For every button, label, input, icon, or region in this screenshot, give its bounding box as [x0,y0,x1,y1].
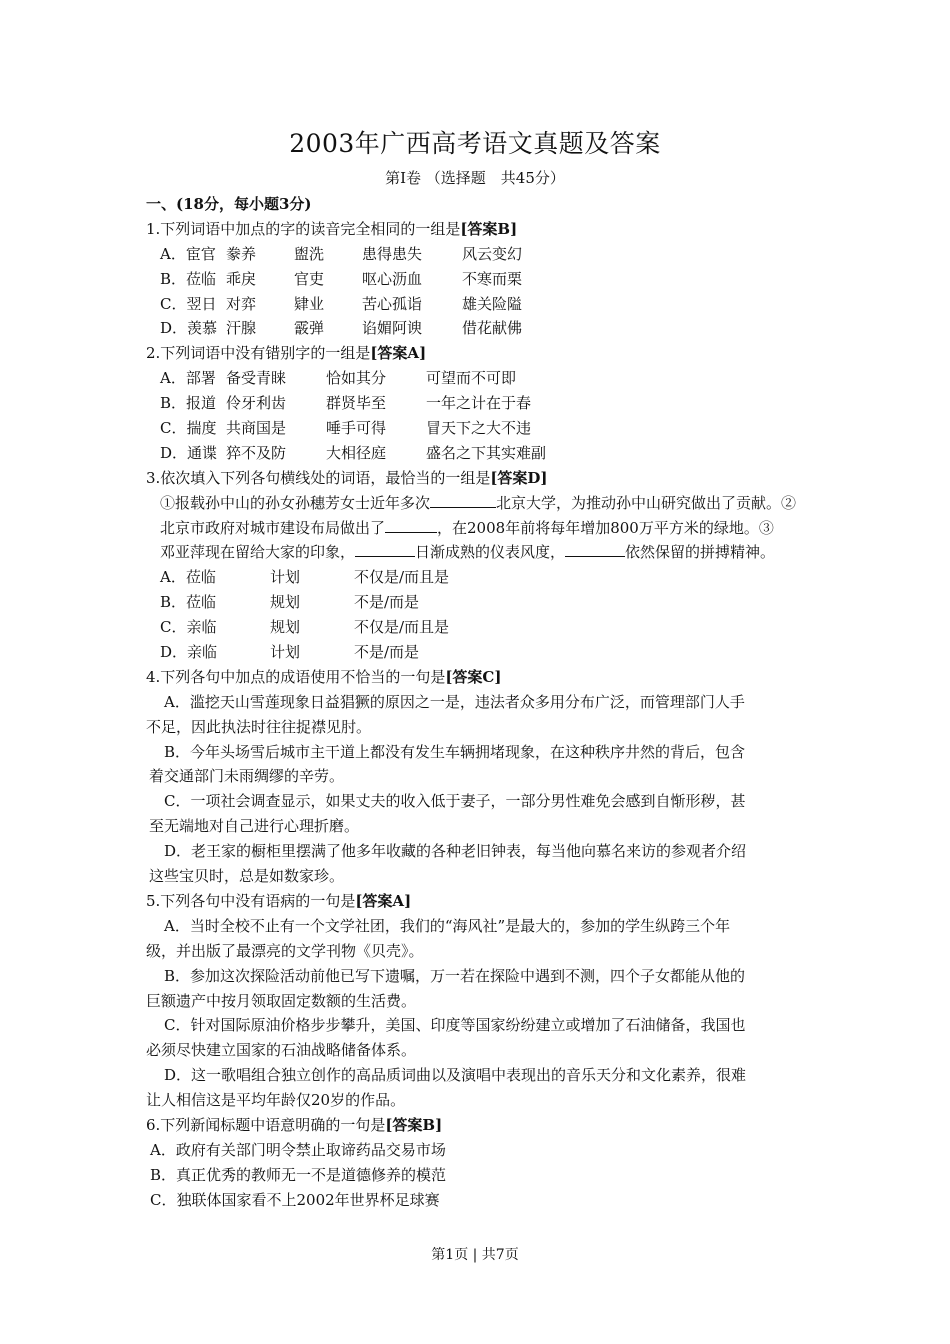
question-4-stem: 4.下列各句中加点的成语使用不恰当的一句是[答案C] [146,667,502,686]
question-6-option: B．真正优秀的教师无一不是道德修养的模范 [150,1165,447,1184]
question-5-option: D．这一歌唱组合独立创作的高品质词曲以及演唱中表现出的音乐天分和文化素养，很难 [164,1066,747,1085]
question-1-option: B．莅临 乖戾 官吏 呕心沥血 不寒而栗 [160,269,523,288]
question-5-option: 级，并出版了最漂亮的文学刊物《贝壳》。 [146,941,424,960]
question-3-passage-line: 北京市政府对城市建设布局做出了 ，在2008年前将每年增加800万平方米的绿地。③ [160,518,774,537]
question-2-option: C．揣度 共商国是 唾手可得 冒天下之大不违 [160,419,532,438]
question-4-option: C．一项社会调查显示，如果丈夫的收入低于妻子，一部分男性难免会感到自惭形秽，甚 [164,792,746,811]
answer-label: [答案A] [355,891,412,910]
section-subtitle: 第Ⅰ卷 （选择题 共45分） [385,169,565,187]
answer-label: [答案B] [460,219,518,238]
question-6-option: C．独联体国家看不上2002年世界杯足球赛 [150,1190,440,1209]
question-4-option: A．滥挖天山雪莲现象日益猖獗的原因之一是，违法者众多用分布广泛，而管理部门人手 [164,692,745,711]
page-title: 2003年广西高考语文真题及答案 [289,129,661,158]
question-2-option: A．部署 备受青睐 恰如其分 可望而不可即 [160,369,517,388]
question-4-option: 着交通部门未雨绸缪的辛劳。 [149,767,345,786]
question-5-option: A．当时全校不止有一个文学社团，我们的“海风社”是最大的，参加的学生纵跨三个年 [164,916,731,935]
question-5-option: 让人相信这是平均年龄仅20岁的作品。 [146,1091,406,1110]
question-3-passage-line: ①报载孙中山的孙女孙穗芳女士近年多次 北京大学，为推动孙中山研究做出了贡献。② [160,493,797,512]
question-4-option: D．老王家的橱柜里摆满了他多年收藏的各种老旧钟表，每当他向慕名来访的参观者介绍 [164,842,747,861]
question-4-option: 这些宝贝时，总是如数家珍。 [149,867,345,886]
fill-blank [565,542,625,557]
fill-blank [430,493,496,508]
question-1-option: C．翌日 对弈 肄业 苦心孤诣 雄关险隘 [160,294,523,313]
answer-label: [答案A] [370,344,427,363]
question-5-option: C．针对国际原油价格步步攀升，美国、印度等国家纷纷建立或增加了石油储备，我国也 [164,1016,746,1035]
question-4-option: B．今年头场雪后城市主干道上都没有发生车辆拥堵现象，在这种秩序井然的背后，包含 [164,742,746,761]
question-5-stem: 5.下列各句中没有语病的一句是[答案A] [146,891,412,910]
question-2-stem: 2.下列词语中没有错别字的一组是[答案A] [146,344,427,363]
page-footer: 第1页 | 共7页 [431,1247,519,1263]
question-4-option: 不足，因此执法时往往捉襟见肘。 [146,717,372,736]
question-2-option: D．通谍 猝不及防 大相径庭 盛名之下其实难副 [160,443,547,462]
answer-label: [答案C] [445,667,502,686]
question-6-stem: 6.下列新闻标题中语意明确的一句是[答案B] [146,1115,443,1134]
fill-blank [355,542,415,557]
answer-label: [答案B] [385,1115,443,1134]
question-5-option: 必须尽快建立国家的石油战略储备体系。 [146,1041,417,1060]
question-3-option: A．莅临 计划 不仅是/而且是 [160,568,450,587]
question-2-option: B．报道 伶牙利齿 群贤毕至 一年之计在于春 [160,394,532,413]
answer-label: [答案D] [490,468,548,487]
question-5-option: 巨额遗产中按月领取固定数额的生活费。 [146,991,417,1010]
question-3-option: B．莅临 规划 不是/而是 [160,593,420,612]
section-heading: 一、(18分，每小题3分) [146,195,312,213]
question-6-option: A．政府有关部门明令禁止取谛药品交易市场 [150,1140,446,1159]
fill-blank [385,518,437,533]
question-1-option: D．羡慕 汗腺 霰弹 谄媚阿谀 借花献佛 [160,319,523,338]
question-3-option: C．亲临 规划 不仅是/而且是 [160,618,450,637]
question-5-option: B．参加这次探险活动前他已写下遗嘱，万一若在探险中遇到不测，四个子女都能从他的 [164,966,746,985]
question-4-option: 至无端地对自己进行心理折磨。 [149,817,360,836]
question-1-stem: 1.下列词语中加点的字的读音完全相同的一组是[答案B] [146,219,518,238]
question-3-passage-line: 邓亚萍现在留给大家的印象， 日渐成熟的仪表风度， 依然保留的拼搏精神。 [160,543,776,562]
question-1-option: A．宦官 豢养 盥洗 患得患失 风云变幻 [160,244,523,263]
question-3-stem: 3.依次填入下列各句横线处的词语，最恰当的一组是[答案D] [146,468,548,487]
question-3-option: D．亲临 计划 不是/而是 [160,643,420,662]
question-content [146,192,826,1213]
